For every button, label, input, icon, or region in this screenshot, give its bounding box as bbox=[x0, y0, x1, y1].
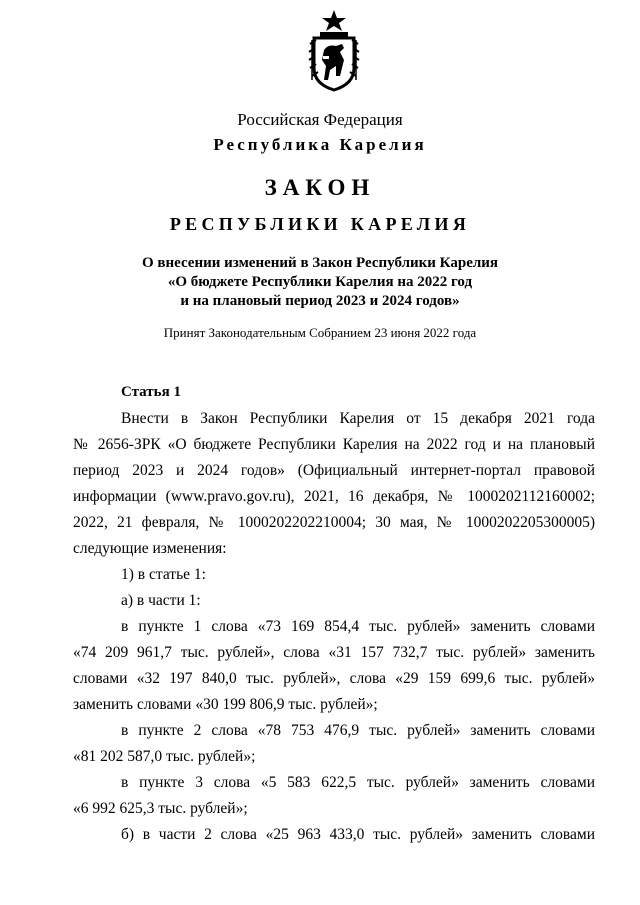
list-item: а) в части 1: bbox=[121, 592, 201, 609]
point-line: заменить словами «30 199 806,9 тыс. рублей»; bbox=[73, 696, 378, 713]
article-heading: Статья 1 bbox=[121, 384, 181, 400]
intro-line: Внести в Закон Республики Карелия от 15 декабря 2021 года bbox=[121, 410, 595, 427]
intro-line: информации (www.pravo.gov.ru), 2021, 16 декабря, № 1000202112160002; bbox=[73, 488, 595, 505]
point-line: словами «32 197 840,0 тыс. рублей», слова «29 159 699,6 тыс. рублей» bbox=[73, 670, 595, 687]
document-type: ЗАКОН bbox=[264, 175, 376, 200]
point-line: «6 992 625,3 тыс. рублей»; bbox=[73, 800, 248, 817]
intro-line: период 2023 и 2024 годов» (Официальный интернет-портал правовой bbox=[73, 462, 595, 479]
law-title bbox=[0, 254, 640, 311]
republic-name: Республика Карелия bbox=[213, 135, 427, 154]
country-name: Российская Федерация bbox=[237, 110, 403, 129]
law-title-line: О внесении изменений в Закон Республики Карелия bbox=[141, 255, 499, 271]
point-line: «74 209 961,7 тыс. рублей», слова «31 157 732,7 тыс. рублей» заменить bbox=[73, 644, 595, 661]
intro-line: следующие изменения: bbox=[73, 540, 227, 557]
adoption-date: Принят Законодательным Собранием 23 июня 2022 года bbox=[163, 325, 477, 340]
law-title-line: «О бюджете Республики Карелия на 2022 год bbox=[167, 274, 473, 290]
point-line: «81 202 587,0 тыс. рублей»; bbox=[73, 748, 256, 765]
karelia-coat-of-arms-icon bbox=[306, 10, 362, 92]
point-line: в пункте 2 слова «78 753 476,9 тыс. рублей» заменить словами bbox=[121, 722, 595, 739]
article-body bbox=[73, 406, 595, 848]
point-line: в пункте 1 слова «73 169 854,4 тыс. рублей» заменить словами bbox=[121, 618, 595, 635]
list-item: б) в части 2 слова «25 963 433,0 тыс. рублей» заменить словами bbox=[121, 826, 595, 843]
list-item: 1) в статье 1: bbox=[121, 566, 206, 583]
law-title-line: и на плановый период 2023 и 2024 годов» bbox=[180, 293, 460, 309]
point-line: в пункте 3 слова «5 583 622,5 тыс. рублей» заменить словами bbox=[121, 774, 595, 791]
intro-line: № 2656-ЗРК «О бюджете Республики Карелия на 2022 год и на плановый bbox=[73, 436, 595, 453]
document-type-subtitle: РЕСПУБЛИКИ КАРЕЛИЯ bbox=[169, 214, 471, 234]
intro-line: 2022, 21 февраля, № 1000202202210004; 30 мая, № 1000202205300005) bbox=[73, 514, 595, 531]
